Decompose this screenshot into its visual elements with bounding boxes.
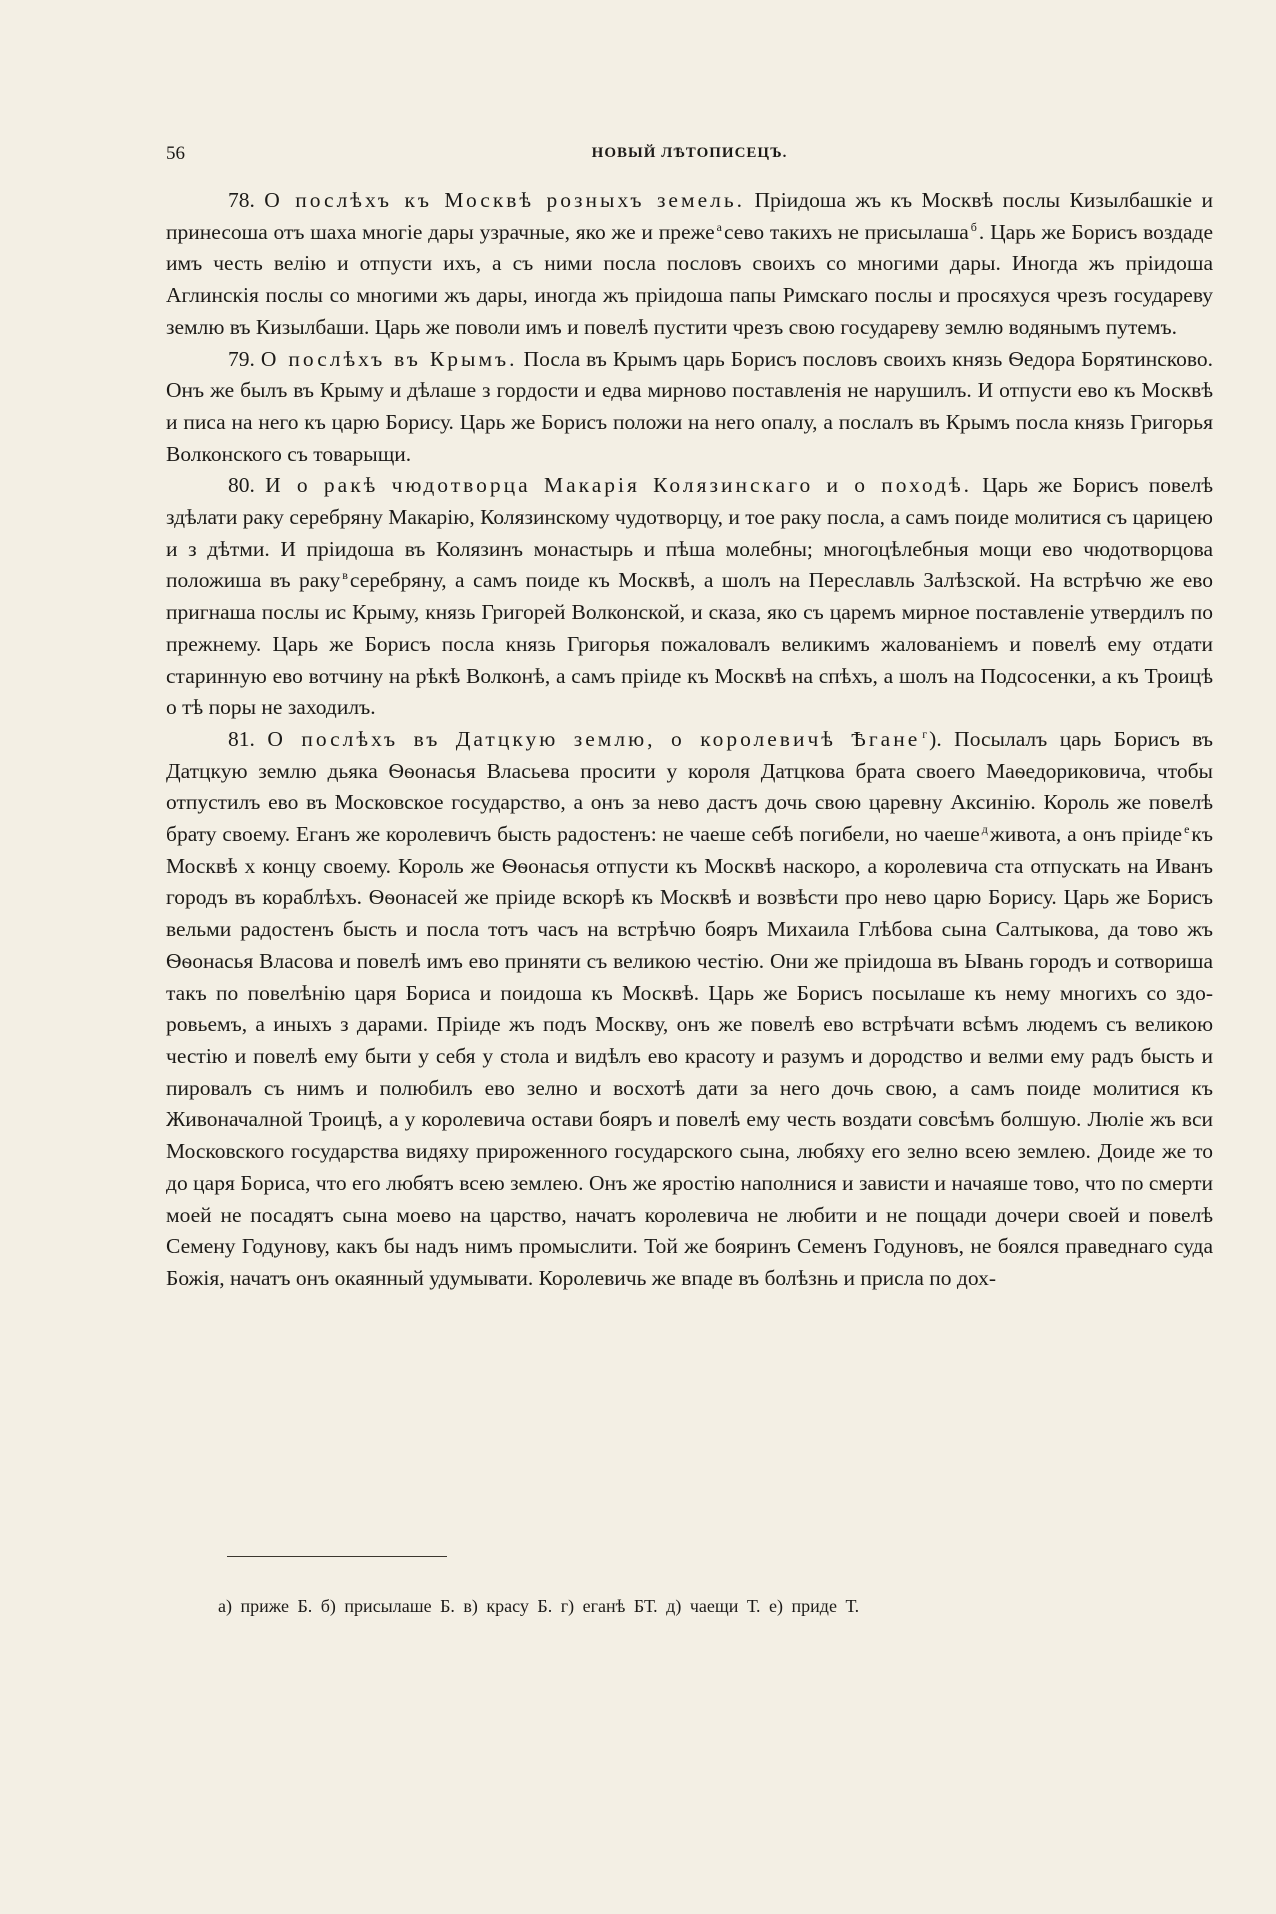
section-heading: О послѣхъ въ Датцкую землю, о королевичѣ Ѣгане (267, 726, 921, 751)
footnote-mark: б (970, 219, 977, 234)
body-text (166, 185, 1213, 1295)
footnote-mark: е (1184, 821, 1190, 836)
footnote-mark: в (342, 568, 348, 583)
page-header (166, 143, 1213, 173)
paragraph-text: сево такихъ не присылаша (723, 219, 969, 244)
footnote-mark: а (716, 219, 722, 234)
paragraph-text: . Царь же Борисъ воздаде имъ честь велію и отпусти ихъ, а съ ними посла пословъ своихъ со многими дары. Иногда жъ пріидоша Аглинскія послы со многими жъ дары, иногда жъ пріидоша папы Римскаго послы и просяхуся чрезъ государеву землю въ Кизылбаши. Царь же поволи имъ и повелѣ пустити чрезъ свою государеву землю водянымъ путемъ. (166, 219, 1213, 339)
footnote-mark: г (922, 726, 928, 741)
paragraph-text: живота, а онъ пріиде (989, 822, 1183, 847)
running-title: НОВЫЙ ЛѢТОПИСЕЦЪ. (591, 145, 788, 161)
paragraph-number: 81. (228, 726, 268, 751)
section-heading: И о ракѣ чюдотворца Макарія Колязинскаго и о походѣ. (265, 473, 973, 498)
paragraph-number: 78. (228, 188, 265, 212)
section-heading: О послѣхъ въ Крымъ. (260, 346, 518, 371)
paragraph-81 (166, 724, 1213, 1295)
section-heading: О послѣхъ къ Москвѣ розныхъ земель. (264, 188, 746, 212)
paragraph-number: 80. (228, 473, 266, 498)
footnote-mark: д (981, 821, 988, 836)
page-number: 56 (166, 143, 185, 164)
paragraph-79 (166, 344, 1213, 471)
paragraph-text: Посла въ Крымъ царь Борисъ пословъ своихъ князь Ѳедора Борятинсково. Онъ же былъ въ Крыму и дѣлаше з гордости и едва мирново поставленія не нарушилъ. И отпусти ево къ Москвѣ и писа на него къ царю Борису. Царь же Борисъ положи на него опалу, а послалъ въ Крымъ посла князь Григорья Волконского съ товарыщи. (166, 346, 1213, 466)
paragraph-text: къ Москвѣ х концу своему. Король же Ѳѳонасья отпусти къ Москвѣ наскоро, а королевича ста отпускать на Иванъ городъ въ кораблѣхъ. Ѳѳонасей же пріиде вскорѣ къ Москвѣ и возвѣсти про нево царю Борису. Царь же Борисъ вельми радостенъ бысть и посла тотъ часъ на встрѣчю бояръ Михаила Глѣбова сына Салтыкова, да тово жъ Ѳѳонасья Власова и повелѣ имъ ево приняти съ великою честію. Они же пріидоша въ Ывань городъ и сотвориша такъ по повелѣнію царя Бориса и поидоша къ Москвѣ. Царь же Борисъ посылаше къ нему многихъ со здоровьемъ, а иныхъ з дарами. Пріиде жъ подъ Москву, онъ же повелѣ ево встрѣчати всѣмъ людемъ съ великою честію и повелѣ ему быти у себя у стола и видѣлъ ево красоту и разумъ и дородство и велми ему радъ бысть и пировалъ съ нимъ и полюбилъ ево зелно и восхотѣ дати за него дочь свою, а самъ поиде молитися къ Живоначалной Троицѣ, а у королевича остави бояръ и повелѣ ему честь воздати совсѣмъ болшую. Люліе жъ вси Московского государства видяху прироженного государского сына, любяху его зелно всею землею. Доиде же то до царя Бориса, что его любятъ всею землею. Онъ же яростію наполнися и зависти и начаяше тово, что по смерти моей не посадятъ сына моево на царство, начатъ королевича не любити и не пощади дочери своей и повелѣ Семену Годунову, какъ бы надъ нимъ промыслити. Той же бояринъ Семенъ Годуновъ, не боялся праведнаго суда Божія, начатъ онъ окаянный удумывати. Королевичь же впаде въ болѣзнь и присла по дох- (166, 822, 1213, 1290)
paragraph-80 (166, 470, 1213, 724)
paragraph-text: ). Посылалъ царь Борисъ въ Датцкую землю дьяка Ѳѳонасья Власьева просити у короля Датцкова брата своего Маѳедориковича, чтобы отпустилъ ево въ Московское государство, а онъ за нево дастъ дочь свою царевну Аксинію. Король же повелѣ брату своему. Еганъ же королевичъ бысть радостенъ: не чаеше себѣ погибели, но чаеше (166, 726, 1214, 847)
paragraph-text: Царь же Борисъ повелѣ здѣлати раку серебряну Макарію, Колязинскому чудотворцу, и тое раку посла, а самъ поиде молитися съ царицею и з дѣтми. И пріидоша въ Колязинъ монастырь и пѣша молебны; многоцѣлебныя мощи ево чюдотворцова положиша въ раку (166, 473, 1213, 593)
footnote-rule (227, 1556, 447, 1557)
paragraph-text: Пріидоша жъ къ Москвѣ послы Кизылбашкіе и принесоша отъ шаха многіе дары узрачные, яко же и преже (166, 188, 1213, 244)
paragraph-text: серебряну, а самъ поиде къ Москвѣ, а шолъ на Переславль Залѣзской. На встрѣчю же ево пригнаша послы ис Крыму, князь Григорей Волконской, и сказа, яко съ царемъ мирное поставленіе утвердилъ по прежнему. Царь же Борисъ посла князь Григорья пожаловалъ великимъ жалованіемъ и повелѣ ему отдати старинную ево вотчину на рѣкѣ Волконѣ, а самъ пріиде къ Москвѣ на спѣхъ, а шолъ на Подсосенки, а къ Троицѣ о тѣ поры не заходилъ. (166, 568, 1213, 720)
footnotes: а) приже Б. б) присылаше Б. в) красу Б. г) еганѣ БТ. д) чаещи Т. е) приде Т. (218, 1596, 860, 1616)
paragraph-78 (166, 185, 1213, 344)
paragraph-number: 79. (228, 346, 261, 371)
